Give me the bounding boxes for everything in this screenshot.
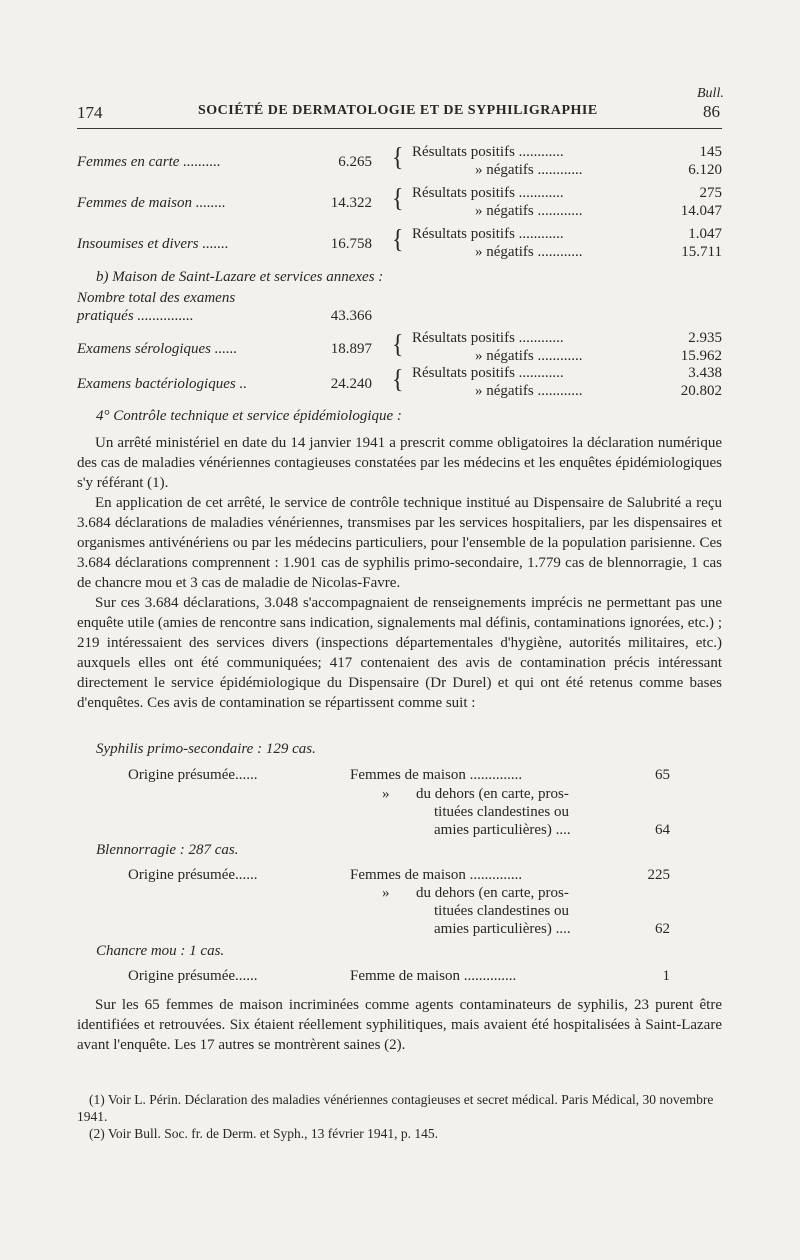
pos-label: Résultats positifs ............ bbox=[412, 185, 564, 201]
neg-label: » négatifs ............ bbox=[475, 162, 583, 178]
page-number: 174 bbox=[77, 103, 103, 122]
row-label: Femmes en carte .......... bbox=[77, 154, 221, 170]
bull-page-number: 86 bbox=[703, 102, 720, 121]
origin-value: 64 bbox=[655, 822, 670, 838]
syphilis-heading: Syphilis primo-secondaire : 129 cas. bbox=[96, 741, 316, 757]
body-text bbox=[77, 433, 722, 713]
pos-value: 3.438 bbox=[688, 365, 722, 381]
row-label: Examens sérologiques ...... bbox=[77, 341, 238, 357]
footnote-1: (1) Voir L. Périn. Déclaration des maladies vénériennes contagieuses et secret médical. Paris Médical, 30 novembre 1941. bbox=[77, 1092, 714, 1124]
origin-femmes-maison: Femmes de maison .............. bbox=[350, 767, 523, 783]
neg-value: 15.962 bbox=[680, 348, 722, 364]
neg-label: » négatifs ............ bbox=[475, 348, 583, 364]
origin-value: 62 bbox=[655, 921, 670, 937]
row-total: 18.897 bbox=[330, 341, 372, 357]
brace: { bbox=[392, 365, 404, 395]
chancre-heading: Chancre mou : 1 cas. bbox=[96, 943, 225, 959]
origin-dehors-line: amies particulières) .... bbox=[434, 822, 571, 838]
origin-value: 1 bbox=[662, 968, 670, 984]
pos-label: Résultats positifs ............ bbox=[412, 226, 564, 242]
pos-label: Résultats positifs ............ bbox=[412, 330, 564, 346]
paragraph: En application de cet arrêté, le service de contrôle technique institué au Dispensaire de Salubrité a reçu 3.684 déclarations de maladies vénériennes, transmises par les services hospitaliers, par les dispensaires et organismes antivénériens ou par les médecins particuliers, pour l'ensemble de la population parisienne. Ces 3.684 déclarations comprennent : 1.901 cas de syphilis primo-secondaire, 1.779 cas de blennorragie, 1 cas de chancre mou et 3 cas de maladie de Nicolas-Favre. bbox=[77, 495, 722, 591]
pos-value: 1.047 bbox=[688, 226, 722, 242]
running-title: SOCIÉTÉ DE DERMATOLOGIE ET DE SYPHILIGRAPHIE bbox=[198, 103, 598, 118]
section-4-title: 4° Contrôle technique et service épidémiologique : bbox=[96, 408, 402, 424]
ditto-mark: » bbox=[382, 786, 390, 802]
row-total: 14.322 bbox=[330, 195, 372, 211]
pos-label: Résultats positifs ............ bbox=[412, 144, 564, 160]
origin-dehors-line: tituées clandestines ou bbox=[434, 804, 569, 820]
row-total: 6.265 bbox=[338, 154, 372, 170]
total-exams-value: 43.366 bbox=[330, 308, 372, 324]
neg-label: » négatifs ............ bbox=[475, 383, 583, 399]
origin-value: 225 bbox=[647, 867, 670, 883]
paragraph: Sur les 65 femmes de maison incriminées comme agents contaminateurs de syphilis, 23 purent être identifiées et retrouvées. Six étaient réellement syphilitiques, mais avaient été hospitalisées à Saint-Lazare avant l'enquête. Les 17 autres se montrèrent saines (2). bbox=[77, 997, 722, 1053]
origin-dehors-line: du dehors (en carte, pros- bbox=[416, 786, 569, 802]
neg-value: 20.802 bbox=[680, 383, 722, 399]
brace: { bbox=[392, 225, 404, 255]
closing-text bbox=[77, 995, 722, 1055]
bull-marginal-label: Bull. bbox=[697, 86, 724, 101]
origin-value: 65 bbox=[655, 767, 670, 783]
origin-dehors-line: du dehors (en carte, pros- bbox=[416, 885, 569, 901]
paragraph: Sur ces 3.684 déclarations, 3.048 s'accompagnaient de renseignements imprécis ne permettant pas une enquête utile (amies de rencontre sans indication, signalements mal définis, contaminations ignorées, etc.) ; 219 intéressaient des services divers (inspections départementales d'hygiène, autorités militaires, etc.) auxquels elles ont été communiquées; 417 contenaient des avis de contamination précis intéressant directement le service épidémiologique du Dispensaire (Dr Durel) et qui ont été retenus comme bases d'enquêtes. Ces avis de contamination se répartissent comme suit : bbox=[77, 595, 722, 711]
neg-label: » négatifs ............ bbox=[475, 244, 583, 260]
footnote-2: (2) Voir Bull. Soc. fr. de Derm. et Syph., 13 février 1941, p. 145. bbox=[89, 1126, 438, 1141]
blennorragie-heading: Blennorragie : 287 cas. bbox=[96, 842, 239, 858]
row-label: Insoumises et divers ....... bbox=[77, 236, 229, 252]
brace: { bbox=[392, 330, 404, 360]
pos-value: 145 bbox=[699, 144, 722, 160]
pos-label: Résultats positifs ............ bbox=[412, 365, 564, 381]
origin-femme-maison: Femme de maison .............. bbox=[350, 968, 517, 984]
header-rule bbox=[77, 128, 722, 129]
footnotes bbox=[77, 1091, 722, 1142]
pos-value: 275 bbox=[699, 185, 722, 201]
row-total: 24.240 bbox=[330, 376, 372, 392]
ditto-mark: » bbox=[382, 885, 390, 901]
origin-label: Origine présumée...... bbox=[128, 867, 258, 883]
neg-value: 6.120 bbox=[688, 162, 722, 178]
row-label: Examens bactériologiques .. bbox=[77, 376, 247, 392]
pos-value: 2.935 bbox=[688, 330, 722, 346]
row-total: 16.758 bbox=[330, 236, 372, 252]
total-exams-label-line2: pratiqués ............... bbox=[77, 308, 194, 324]
neg-label: » négatifs ............ bbox=[475, 203, 583, 219]
row-label: Femmes de maison ........ bbox=[77, 195, 226, 211]
neg-value: 15.711 bbox=[681, 244, 722, 260]
origin-dehors-line: tituées clandestines ou bbox=[434, 903, 569, 919]
origin-label: Origine présumée...... bbox=[128, 968, 258, 984]
neg-value: 14.047 bbox=[680, 203, 722, 219]
brace: { bbox=[392, 143, 404, 173]
brace: { bbox=[392, 184, 404, 214]
origin-dehors-line: amies particulières) .... bbox=[434, 921, 571, 937]
origin-label: Origine présumée...... bbox=[128, 767, 258, 783]
paragraph: Un arrêté ministériel en date du 14 janvier 1941 a prescrit comme obligatoires la déclaration numérique des cas de maladies vénériennes contagieuses constatées par les médecins et les enquêtes épidémiologiques s'y référant (1). bbox=[77, 435, 722, 491]
section-b-title: b) Maison de Saint-Lazare et services annexes : bbox=[96, 269, 384, 285]
origin-femmes-maison: Femmes de maison .............. bbox=[350, 867, 523, 883]
total-exams-label-line1: Nombre total des examens bbox=[77, 290, 236, 306]
